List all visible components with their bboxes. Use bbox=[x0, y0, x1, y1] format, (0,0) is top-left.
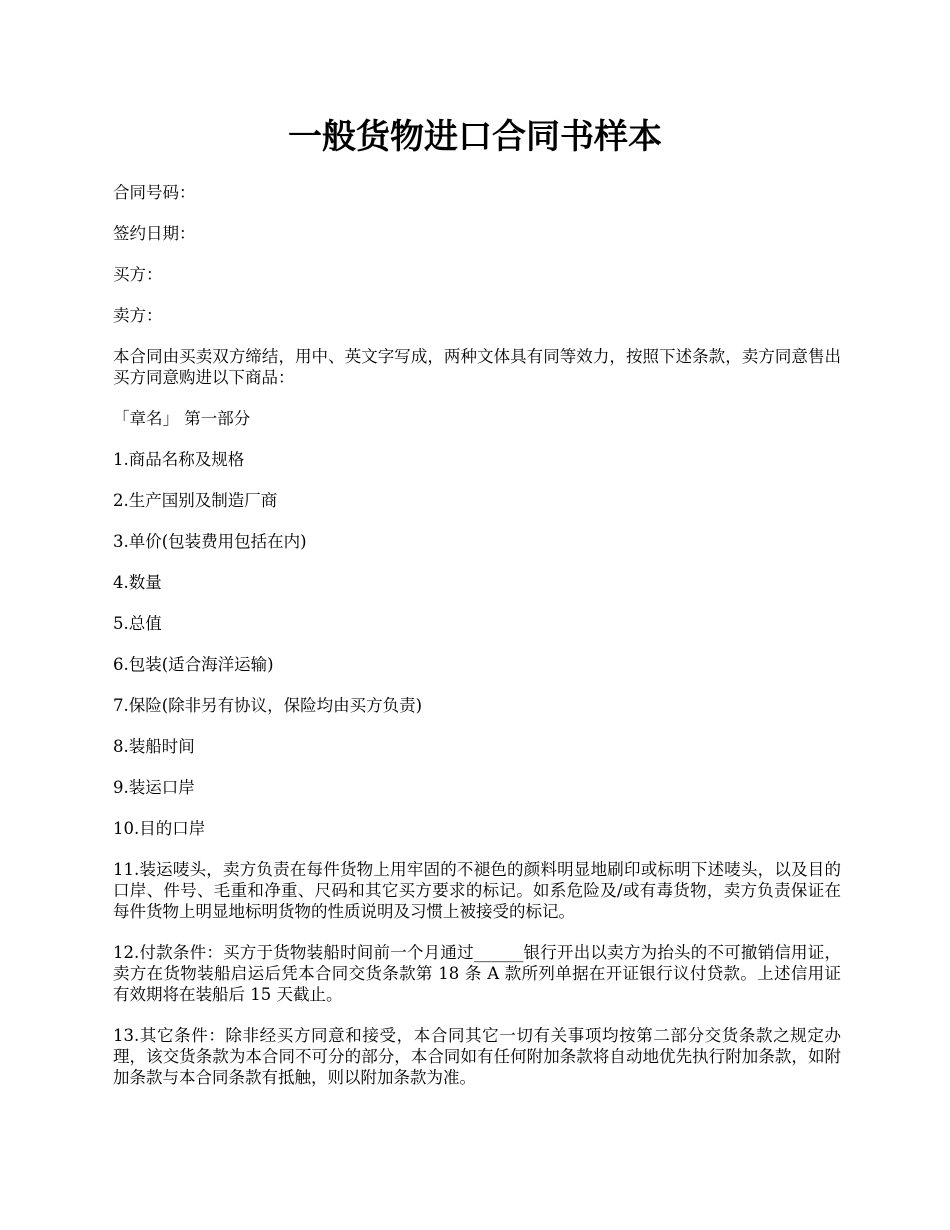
clause-item: 4.数量 bbox=[113, 573, 162, 592]
document-title: 一般货物进口合同书样本 bbox=[288, 117, 662, 157]
clause-item: 8.装船时间 bbox=[113, 737, 195, 756]
seller-field: 卖方： bbox=[113, 306, 163, 325]
buyer-field: 买方： bbox=[113, 265, 163, 284]
clause-item: 9.装运口岸 bbox=[113, 778, 195, 797]
clause-item: 6.包装(适合海洋运输) bbox=[113, 655, 274, 674]
clause-item: 12.付款条件：买方于货物装船时间前一个月通过______银行开出以卖方为抬头的不可撤销信用证，卖方在货物装船启运后凭本合同交货条款第 18 条 A 款所列单据在开证银行议付贷款。上述信用证有效期将在装船后 15 天截止。 bbox=[113, 943, 841, 1004]
clause-item: 7.保险(除非另有协议，保险均由买方负责) bbox=[113, 696, 423, 715]
clause-item: 2.生产国别及制造厂商 bbox=[113, 491, 278, 510]
intro-paragraph: 本合同由买卖双方缔结，用中、英文字写成，两种文体具有同等效力，按照下述条款，卖方同意售出买方同意购进以下商品： bbox=[113, 347, 841, 387]
clause-item: 5.总值 bbox=[113, 614, 162, 633]
clause-item: 10.目的口岸 bbox=[113, 819, 206, 838]
contract-number-field: 合同号码： bbox=[113, 183, 196, 202]
clause-item: 13.其它条件：除非经买方同意和接受，本合同其它一切有关事项均按第二部分交货条款之规定办理，该交货条款为本合同不可分的部分，本合同如有任何附加条款将自动地优先执行附加条款，如附加条款与本合同条款有抵触，则以附加条款为准。 bbox=[113, 1026, 841, 1087]
clause-item: 3.单价(包装费用包括在内) bbox=[113, 532, 307, 551]
chapter-heading: 「章名」 第一部分 bbox=[113, 409, 251, 428]
clause-item: 1.商品名称及规格 bbox=[113, 450, 245, 469]
sign-date-field: 签约日期： bbox=[113, 224, 196, 243]
clause-item: 11.装运唛头，卖方负责在每件货物上用牢固的不褪色的颜料明显地刷印或标明下述唛头，以及目的口岸、件号、毛重和净重、尺码和其它买方要求的标记。如系危险及/或有毒货物，卖方负责保证在每件货物上明显地标明货物的性质说明及习惯上被接受的标记。 bbox=[113, 860, 841, 921]
document-body bbox=[113, 182, 841, 1108]
